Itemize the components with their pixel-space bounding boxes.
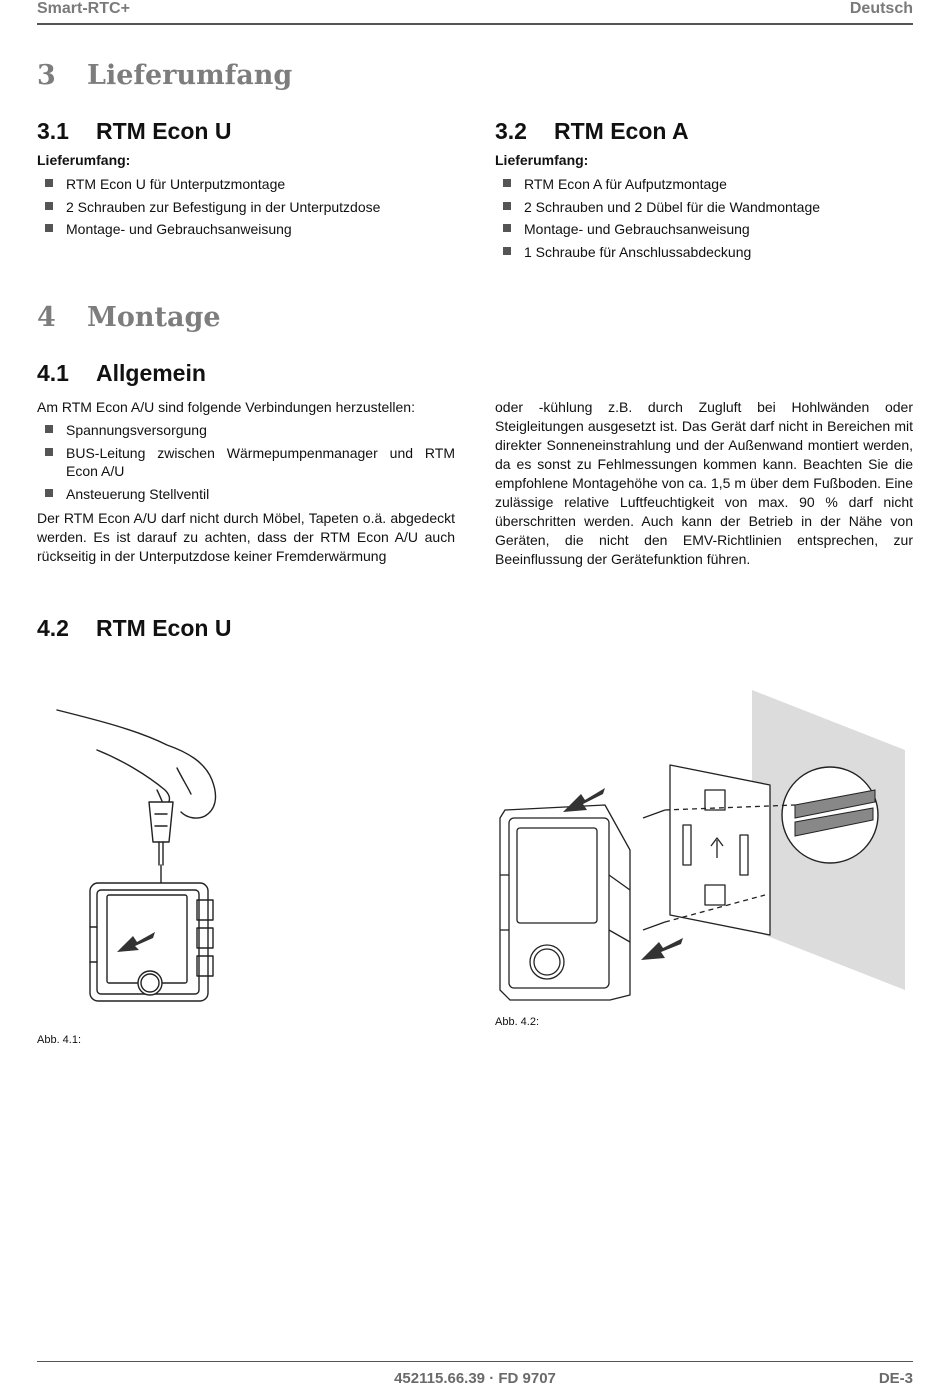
section-3-1-list xyxy=(37,175,457,243)
section-4-1-intro: Am RTM Econ A/U sind folgende Verbindungen herzustellen: xyxy=(37,399,415,415)
device-body xyxy=(500,805,630,1000)
figure-4-1-illustration xyxy=(37,690,257,1020)
bullet-square-icon xyxy=(45,202,53,210)
section-4-number: 4 xyxy=(37,302,56,333)
list-item: RTM Econ U für Unterputzmontage xyxy=(37,175,457,198)
section-3-number: 3 xyxy=(37,60,56,91)
section-4-2-heading xyxy=(37,615,231,642)
header-language: Deutsch xyxy=(849,0,913,17)
bullet-square-icon xyxy=(45,179,53,187)
section-3-2-label: Lieferumfang: xyxy=(495,152,589,168)
section-3-2-list xyxy=(495,175,915,265)
list-item: Montage- und Gebrauchsanweisung xyxy=(37,220,457,243)
bullet-square-icon xyxy=(503,179,511,187)
section-4-heading xyxy=(37,302,221,333)
footer-page-number: DE-3 xyxy=(878,1370,913,1387)
bullet-square-icon xyxy=(503,247,511,255)
section-3-title: Lieferumfang xyxy=(87,60,293,91)
bullet-square-icon xyxy=(45,489,53,497)
section-4-title: Montage xyxy=(87,302,221,333)
header-doc-title: Smart-RTC+ xyxy=(37,0,130,17)
screwdriver-handle xyxy=(149,802,173,842)
figure-4-1-caption: Abb. 4.1: xyxy=(37,1034,82,1046)
section-3-2-number: 3.2 xyxy=(495,118,527,144)
section-4-1-paragraph-left: Der RTM Econ A/U darf nicht durch Möbel, Tapeten o.ä. abgedeckt werden. Es ist darauf zu achten, dass der RTM Econ A/U auch rückseitig in der Unterputzdose keiner Fremderwärmung xyxy=(37,510,455,564)
section-4-1-list xyxy=(37,421,455,507)
bullet-square-icon xyxy=(45,425,53,433)
section-4-2-title: RTM Econ U xyxy=(96,615,232,641)
list-item: 2 Schrauben und 2 Dübel für die Wandmontage xyxy=(495,198,915,221)
bullet-square-icon xyxy=(45,224,53,232)
bullet-square-icon xyxy=(503,224,511,232)
section-4-1-title: Allgemein xyxy=(96,360,206,386)
section-4-2-number: 4.2 xyxy=(37,615,69,641)
list-item: Montage- und Gebrauchsanweisung xyxy=(495,220,915,243)
section-3-1-number: 3.1 xyxy=(37,118,69,144)
footer-doc-number: 452115.66.39 · FD 9707 xyxy=(394,1370,556,1387)
footer-rule xyxy=(37,1361,913,1362)
figure-4-2-illustration xyxy=(495,690,910,1010)
section-3-1-title: RTM Econ U xyxy=(96,118,232,144)
section-3-2-title: RTM Econ A xyxy=(554,118,689,144)
list-item: BUS-Leitung zwischen Wärmepumpenmanager und RTM Econ A/U xyxy=(37,444,455,485)
section-3-heading xyxy=(37,60,292,91)
list-item: Ansteuerung Stellventil xyxy=(37,485,455,508)
bullet-square-icon xyxy=(45,448,53,456)
section-3-2-heading xyxy=(495,118,689,145)
header-rule xyxy=(37,23,913,25)
list-item: RTM Econ A für Aufputzmontage xyxy=(495,175,915,198)
figure-4-2-caption: Abb. 4.2: xyxy=(495,1016,540,1028)
section-4-1-heading xyxy=(37,360,206,387)
list-item: Spannungsversorgung xyxy=(37,421,455,444)
section-3-1-heading xyxy=(37,118,231,145)
arrow-icon xyxy=(641,938,683,960)
section-4-1-number: 4.1 xyxy=(37,360,69,386)
hand-outline xyxy=(57,710,216,818)
list-item: 1 Schraube für Anschlussabdeckung xyxy=(495,243,915,266)
list-item: 2 Schrauben zur Befestigung in der Unterputzdose xyxy=(37,198,457,221)
section-4-1-paragraph-right: oder -kühlung z.B. durch Zugluft bei Hohlwänden oder Steigleitungen ausgesetzt ist. Das Gerät darf nicht in Bereichen mit direkter Sonneneinstrahlung und der Außenwand montiert werden, da es sonst zu Fehlmessungen kommen kann. Beachten Sie die empfohlene Montagehöhe von ca. 1,5 m über dem Fußboden. Eine zulässige relative Luftfeuchtigkeit von max. 90 % darf nicht überschritten werden. Auch kann der Betrieb in der Nähe von Geräten, die nicht den EMV-Richtlinien entsprechen, zur Beeinflussung der Gerätefunktion führen. xyxy=(495,399,913,567)
section-3-1-label: Lieferumfang: xyxy=(37,152,131,168)
bullet-square-icon xyxy=(503,202,511,210)
